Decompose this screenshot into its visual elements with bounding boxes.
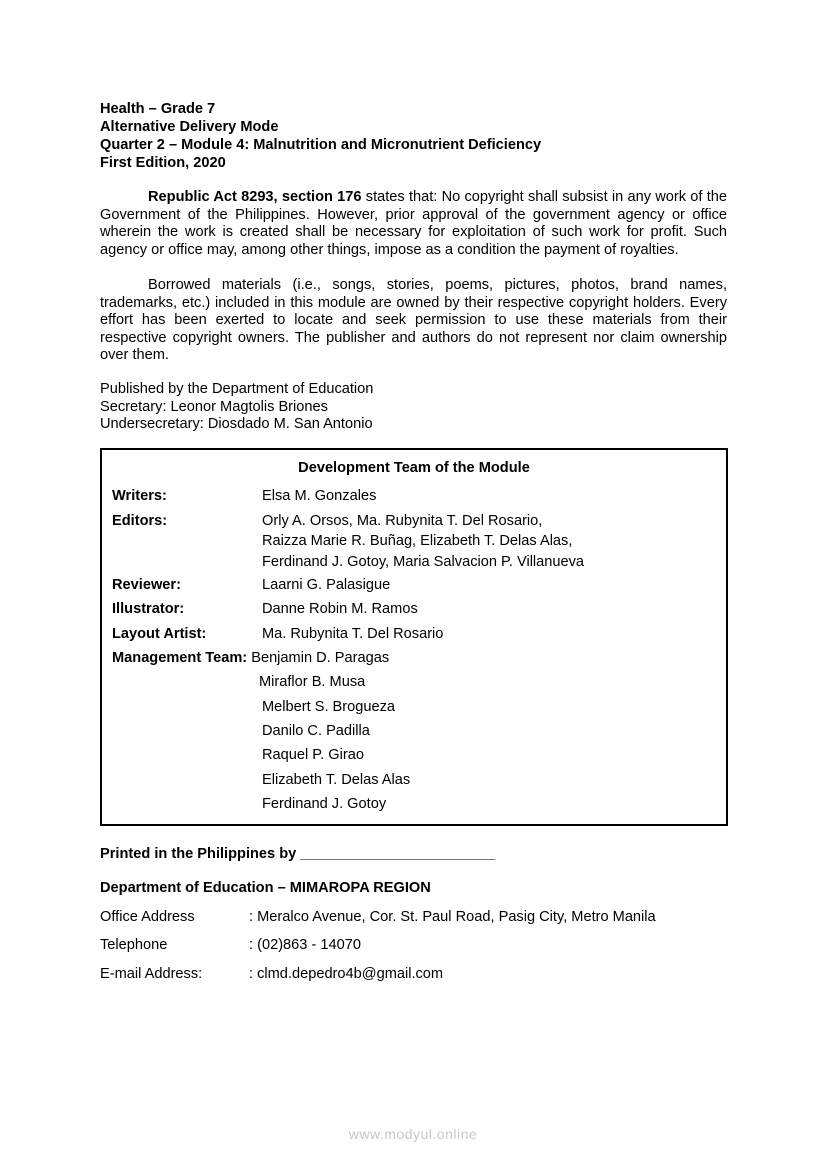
management-member: Elizabeth T. Delas Alas [262,772,411,788]
reviewer-value: Laarni G. Palasigue [262,577,391,593]
management-team-label: Management Team: [112,650,248,666]
layout-artist-value: Ma. Rubynita T. Del Rosario [262,626,444,642]
reviewer-row [112,577,390,593]
editors-value-1: Orly A. Orsos, Ma. Rubynita T. Del Rosario, [262,513,543,529]
copyright-paragraph [100,189,727,259]
office-address-value: : Meralco Avenue, Cor. St. Paul Road, Pasig City, Metro Manila [249,909,656,925]
published-by: Published by the Department of Education [100,381,374,397]
telephone-label: Telephone [100,937,168,953]
writers-label: Writers: [112,488,167,504]
writers-row [112,488,376,504]
office-address-label: Office Address [100,909,195,925]
watermark: www.modyul.online [348,1126,478,1142]
management-member: Raquel P. Girao [262,747,364,763]
layout-artist-row [112,626,443,642]
editors-value-3: Ferdinand J. Gotoy, Maria Salvacion P. Villanueva [262,554,585,570]
management-member: Benjamin D. Paragas [251,650,390,666]
management-team-row [112,650,389,666]
reviewer-label: Reviewer: [112,577,181,593]
printed-by: Printed in the Philippines by ________________________ [100,846,496,862]
borrowed-materials-paragraph [100,277,727,365]
copyright-law-reference: Republic Act 8293, section 176 [148,189,362,205]
module-header [100,100,541,172]
subject-grade: Health – Grade 7 [100,101,216,117]
management-member: Miraflor B. Musa [259,674,366,690]
publication-info [100,381,373,434]
illustrator-row [112,601,418,617]
management-member: Ferdinand J. Gotoy [262,796,387,812]
telephone-value: : (02)863 - 14070 [249,937,361,953]
management-member: Melbert S. Brogueza [262,699,396,715]
layout-artist-label: Layout Artist: [112,626,207,642]
development-team-box [100,448,728,826]
editors-label: Editors: [112,513,168,529]
secretary: Secretary: Leonor Magtolis Briones [100,398,328,415]
email-label: E-mail Address: [100,966,203,982]
edition: First Edition, 2020 [100,155,226,171]
undersecretary: Undersecretary: Diosdado M. San Antonio [100,416,373,433]
deped-region-title: Department of Education – MIMAROPA REGION [100,880,431,896]
management-member: Danilo C. Padilla [262,723,370,739]
module-title: Quarter 2 – Module 4: Malnutrition and Micronutrient Deficiency [100,137,542,153]
illustrator-label: Illustrator: [112,601,185,617]
editors-row [112,513,542,529]
email-value: : clmd.depedro4b@gmail.com [249,966,444,982]
editors-value-2: Raizza Marie R. Buñag, Elizabeth T. Delas Alas, [262,533,573,549]
telephone-row [100,937,361,953]
writers-value: Elsa M. Gonzales [262,488,377,504]
email-row [100,966,443,982]
delivery-mode: Alternative Delivery Mode [100,119,279,135]
illustrator-value: Danne Robin M. Ramos [262,601,418,617]
office-address-row [100,909,656,925]
team-title: Development Team of the Module [298,460,530,476]
borrowed-text: Borrowed materials (i.e., songs, stories, poems, pictures, photos, brand names, trademarks, etc.) included in this module are owned by their respective copyright holders. Every effort has been exerted to locate and seek permission to use these materials from their respective copyright owners. The publisher and authors do not represent nor claim ownership over them. [100,277,727,364]
copyright-text: states that: No copyright shall subsist in any work of the Government of the Philippines. However, prior approval of the government agency or office wherein the work is created shall be necessary for exploitation of such work for profit. Such agency or office may, among other things, impose as a condition the payment of royalties. [100,189,727,258]
